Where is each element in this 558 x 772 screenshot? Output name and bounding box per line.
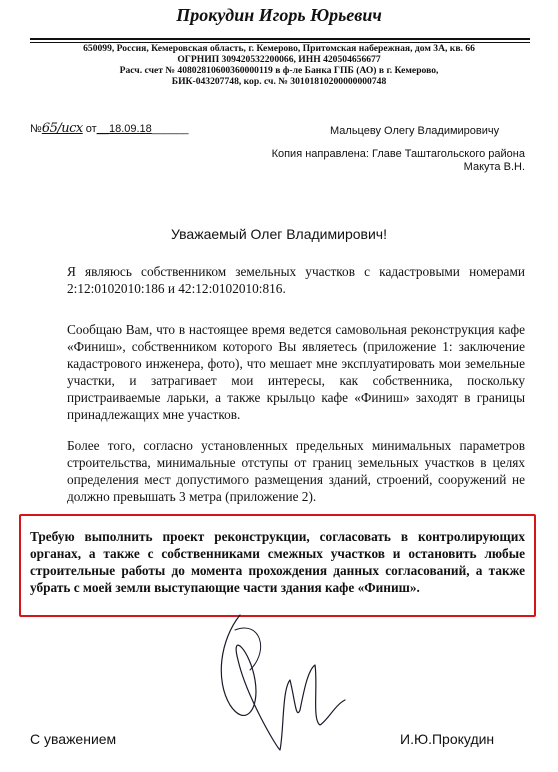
closing-phrase: С уважением (30, 731, 117, 747)
body-paragraph-2 (67, 321, 525, 423)
signer-name: И.Ю.Прокудин (400, 731, 495, 747)
letterhead-ogrnip: ОГРНИП 309420532200066, ИНН 420504656677 (177, 54, 381, 65)
reference-number-prefix: № (30, 123, 42, 135)
reference-number: 65/исх (41, 121, 83, 136)
reference-trail: ______ (151, 123, 189, 135)
reference-date: 18.09.18 (108, 123, 152, 135)
paragraph-text: Сообщаю Вам, что в настоящее время ведется самовольная реконструкция кафе «Финиш», собственником которого Вы являетесь (приложение 1: заключение кадастрового инженера, фото), что мешает мне эксплуатировать мои земельные участки, и затрагивает мои интересы, как собственника, поскольку пристраиваемые ларьки, а также крыльцо кафе «Финиш» заходят в границы принадлежащих мне участков. (67, 322, 525, 422)
letterhead-name: Прокудин Игорь Юрьевич (176, 5, 382, 25)
letterhead-bank: БИК-043207748, кор. сч. № 30101810200000000748 (171, 76, 387, 87)
letterhead-account: Расч. счет № 40802810600360000119 в ф-ле Банка ГПБ (АО) в г. Кемерово, (119, 65, 439, 76)
addressee-copy-name: Макута В.Н. (463, 161, 525, 173)
reference-date-prefix: от (85, 123, 97, 135)
handwritten-signature (200, 610, 350, 755)
demand-paragraph (30, 528, 525, 596)
paragraph-text: Требую выполнить проект реконструкции, согласовать в контролирующих органах, а также с собственниками смежных участков и остановить любые строительные работы до момента прохождения данных согласований, а также убрать с моей земли выступающие части здания кафе «Финиш». (30, 529, 525, 595)
greeting: Уважаемый Олег Владимирович! (171, 226, 387, 242)
body-paragraph-1 (67, 263, 525, 297)
body-paragraph-3 (67, 437, 525, 505)
outgoing-reference: №65/исх от__18.09.18______ (30, 121, 189, 136)
addressee-to: Мальцеву Олегу Владимировичу (330, 125, 500, 137)
letterhead-rule (30, 38, 530, 40)
letterhead-address: 650099, Россия, Кемеровская область, г. Кемерово, Притомская набережная, дом 3А, кв. 66 (83, 43, 475, 54)
paragraph-text: Более того, согласно установленных предельных минимальных параметров строительства, минимальные отступы от границ земельных участков в целях определения мест допустимого размещения зданий, строений, сооружений не должно превышать 3 метра (приложение 2). (67, 438, 525, 504)
paragraph-text: Я являюсь собственником земельных участков с кадастровыми номерами 2:12:0102010:186 и 42:12:0102010:816. (67, 264, 525, 296)
addressee-copy: Копия направлена: Главе Таштагольского района (271, 148, 525, 160)
